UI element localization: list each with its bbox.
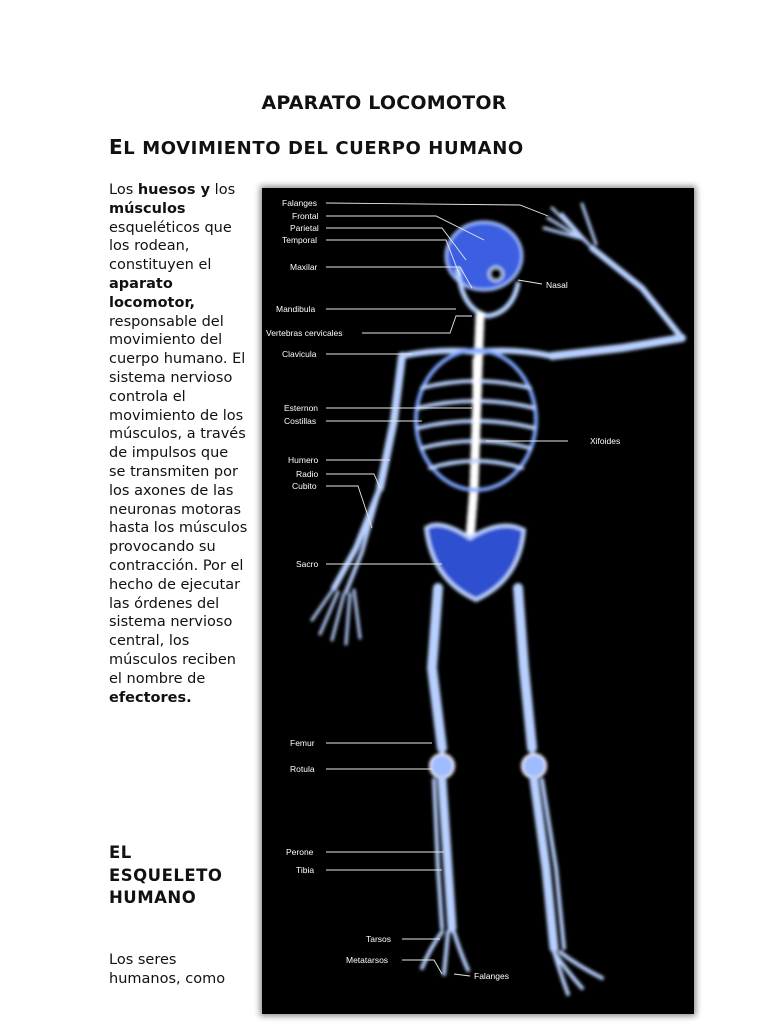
intro-text-1: Los — [109, 182, 138, 198]
label-nasal: Nasal — [546, 280, 568, 290]
page-title: APARATO LOCOMOTOR — [261, 92, 507, 114]
intro-bold-aparato: aparato locomotor, — [109, 275, 195, 311]
label-humero: Humero — [288, 455, 319, 465]
section-text: Los seres humanos, como — [109, 952, 226, 987]
label-rotula: Rotula — [290, 764, 315, 774]
label-costillas: Costillas — [284, 416, 317, 426]
label-falanges-bottom: Falanges — [474, 971, 509, 981]
intro-paragraph — [109, 181, 249, 707]
intro-text-2: los — [210, 182, 236, 198]
label-vertebras: Vertebras cervicales — [266, 328, 343, 338]
label-temporal: Temporal — [282, 235, 317, 245]
label-falanges-top: Falanges — [282, 198, 317, 208]
label-xifoides: Xifoides — [590, 436, 621, 446]
bone-labels — [266, 198, 620, 981]
subtitle-initial: E — [109, 135, 124, 159]
intro-text-4: responsable del movimiento del cuerpo humano. El sistema nervioso controla el movimiento de los músculos, a través de impulsos que se transmiten por los axones de las neuronas motoras hasta los músculos provocando su contracción. Por el hecho de ejecutar las órdenes del sistema nervioso central, los músculos reciben el nombre de — [109, 313, 248, 687]
skeleton-bones — [312, 204, 682, 994]
section-heading: EL ESQUELETO HUMANO — [109, 843, 223, 907]
subtitle-rest: L MOVIMIENTO DEL CUERPO HUMANO — [123, 138, 524, 159]
label-perone: Perone — [286, 847, 314, 857]
label-frontal: Frontal — [292, 211, 319, 221]
label-mandibula: Mandibula — [276, 304, 316, 314]
label-clavicula: Clavicula — [282, 349, 317, 359]
intro-bold-efectores: efectores. — [109, 689, 192, 706]
intro-text-3: esqueléticos que los rodean, constituyen el — [109, 219, 232, 274]
label-cubito: Cubito — [292, 481, 317, 491]
page-subtitle — [109, 135, 524, 159]
intro-bold-musculos: músculos — [109, 200, 186, 217]
label-femur: Femur — [290, 738, 315, 748]
label-sacro: Sacro — [296, 559, 319, 569]
label-esternon: Esternon — [284, 403, 319, 413]
intro-bold-huesos: huesos y — [137, 182, 211, 198]
label-metatarsos: Metatarsos — [346, 955, 389, 965]
skeleton-illustration — [262, 188, 694, 1014]
label-tibia: Tibia — [296, 865, 315, 875]
label-maxilar: Maxilar — [290, 262, 318, 272]
label-parietal: Parietal — [290, 223, 319, 233]
skeleton-figure — [262, 188, 694, 1014]
label-radio: Radio — [296, 469, 319, 479]
label-tarsos: Tarsos — [366, 934, 392, 944]
